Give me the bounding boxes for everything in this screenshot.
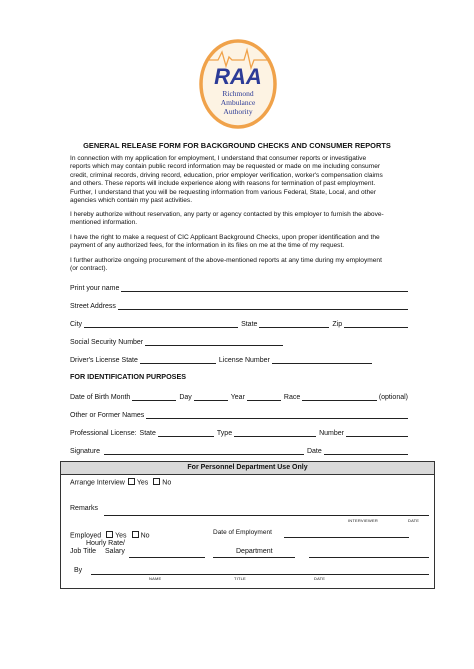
date-of-employment-field[interactable] bbox=[284, 537, 409, 538]
dob-year-field[interactable] bbox=[247, 392, 281, 401]
department-label: Department bbox=[236, 548, 273, 555]
arrange-interview-row bbox=[70, 478, 171, 487]
name-caption: NAME bbox=[149, 576, 162, 581]
paragraph-rights bbox=[70, 234, 415, 251]
drivers-license-row bbox=[70, 354, 408, 364]
employed-row bbox=[70, 531, 150, 540]
city-row bbox=[70, 318, 408, 328]
employed-no-label: No bbox=[140, 532, 150, 540]
text-line: mentioned information. bbox=[70, 219, 138, 227]
ssn-row bbox=[70, 336, 408, 346]
pl-type-field[interactable] bbox=[234, 428, 316, 437]
logo-line3: Authority bbox=[223, 107, 253, 116]
print-name-row bbox=[70, 282, 408, 292]
pl-type-label: Type bbox=[216, 430, 233, 437]
text-line: Further, I understand that you will be requesting information from various Federal, State, Local, and other bbox=[70, 188, 377, 196]
text-line: payment of any authorized fees, for the information in its files on me at the time of my request. bbox=[70, 242, 345, 250]
employed-no-checkbox[interactable] bbox=[132, 531, 139, 538]
city-field[interactable] bbox=[84, 319, 238, 328]
interview-yes-checkbox[interactable] bbox=[128, 478, 135, 485]
dob-row bbox=[70, 391, 408, 401]
street-label: Street Address bbox=[70, 303, 116, 310]
paragraph-consent bbox=[70, 155, 415, 205]
remarks-label: Remarks bbox=[70, 505, 99, 512]
date-of-employment-label: Date of Employment bbox=[213, 529, 272, 536]
city-label: City bbox=[70, 321, 83, 328]
personnel-heading: For Personnel Department Use Only bbox=[61, 462, 434, 475]
dl-state-label: Driver's License State bbox=[70, 357, 138, 364]
zip-field[interactable] bbox=[344, 319, 408, 328]
ssn-field[interactable] bbox=[145, 337, 283, 346]
text-line: In connection with my application for employment, I understand that consumer reports or investigative bbox=[70, 155, 367, 162]
arrange-interview-label: Arrange Interview bbox=[70, 479, 125, 487]
license-number-field[interactable] bbox=[272, 355, 372, 364]
dob-day-field[interactable] bbox=[194, 392, 228, 401]
logo-line1: Richmond bbox=[222, 89, 254, 98]
zip-label: Zip bbox=[332, 321, 343, 328]
interviewer-caption: INTERVIEWER bbox=[348, 518, 378, 523]
other-names-row bbox=[70, 409, 408, 419]
ssn-label: Social Security Number bbox=[70, 339, 144, 346]
by-label: By bbox=[74, 567, 83, 574]
signature-label: Signature bbox=[70, 448, 100, 455]
remarks-date-caption: DATE bbox=[408, 518, 420, 523]
dob-year-label: Year bbox=[230, 394, 245, 401]
title-caption: TITLE bbox=[234, 576, 246, 581]
other-names-field[interactable] bbox=[146, 410, 408, 419]
hourly-rate-label: Hourly Rate/ bbox=[86, 540, 125, 547]
pl-state-label: State bbox=[139, 430, 156, 437]
logo-graphic bbox=[198, 38, 278, 130]
form-title: GENERAL RELEASE FORM FOR BACKGROUND CHECKS AND CONSUMER REPORTS bbox=[83, 141, 391, 150]
pl-state-field[interactable] bbox=[158, 428, 214, 437]
text-line: I hereby authorize without reservation, any party or agency contacted by this employer to furnish the above- bbox=[70, 211, 384, 218]
text-line: and others. These reports will include experience along with reasons for termination of past employment. bbox=[70, 180, 376, 188]
race-field[interactable] bbox=[302, 392, 377, 401]
dl-state-field[interactable] bbox=[140, 355, 216, 364]
text-line: credit, criminal records, driving record, education, prior employer verification, worker's compensation claims bbox=[70, 171, 383, 179]
employed-label: Employed bbox=[70, 532, 102, 540]
paragraph-ongoing bbox=[70, 257, 415, 274]
state-field[interactable] bbox=[259, 319, 329, 328]
signature-date-field[interactable] bbox=[324, 446, 408, 455]
remarks-field[interactable] bbox=[104, 515, 429, 516]
professional-license-label: Professional License: bbox=[70, 430, 137, 437]
text-line: I have the right to make a request of CIC Applicant Background Checks, upon proper identification and the bbox=[70, 234, 380, 241]
identification-heading: FOR IDENTIFICATION PURPOSES bbox=[70, 372, 187, 381]
signature-field[interactable] bbox=[104, 446, 304, 455]
race-optional-label: (optional) bbox=[378, 394, 408, 401]
logo-mark: RAA bbox=[214, 64, 262, 89]
employed-yes-label: Yes bbox=[115, 532, 127, 540]
state-label: State bbox=[241, 321, 258, 328]
pl-number-field[interactable] bbox=[346, 428, 408, 437]
text-line: (or contract). bbox=[70, 265, 108, 273]
job-title-label: Job Title bbox=[70, 548, 97, 555]
race-label: Race bbox=[283, 394, 301, 401]
license-number-label: License Number bbox=[218, 357, 270, 364]
personnel-box bbox=[60, 461, 435, 589]
paragraph-authorize bbox=[70, 211, 415, 228]
job-title-field[interactable] bbox=[213, 557, 295, 558]
salary-label: Salary bbox=[105, 548, 125, 555]
professional-license-row bbox=[70, 427, 408, 437]
text-line: I further authorize ongoing procurement of the above-mentioned reports at any time during my employment bbox=[70, 257, 382, 264]
street-row bbox=[70, 300, 408, 310]
signature-row bbox=[70, 445, 408, 455]
dob-month-label: Date of Birth Month bbox=[70, 394, 131, 401]
interview-no-label: No bbox=[162, 479, 172, 487]
logo-line2: Ambulance bbox=[220, 98, 256, 107]
salary-field[interactable] bbox=[129, 557, 205, 558]
by-date-caption: DATE bbox=[314, 576, 326, 581]
pl-number-label: Number bbox=[319, 430, 344, 437]
employed-yes-checkbox[interactable] bbox=[106, 531, 113, 538]
print-name-label: Print your name bbox=[70, 285, 120, 292]
dob-day-label: Day bbox=[179, 394, 192, 401]
dob-month-field[interactable] bbox=[132, 392, 176, 401]
interview-no-checkbox[interactable] bbox=[153, 478, 160, 485]
interview-yes-label: Yes bbox=[136, 479, 149, 487]
signature-date-label: Date bbox=[306, 448, 322, 455]
other-names-label: Other or Former Names bbox=[70, 412, 145, 419]
by-field[interactable] bbox=[91, 574, 429, 575]
department-field[interactable] bbox=[309, 557, 429, 558]
text-line: agencies which contain my past activities. bbox=[70, 197, 193, 205]
text-line: reports which may contain public record information may be requested or made on me including consumer bbox=[70, 163, 381, 171]
raa-logo bbox=[198, 38, 278, 130]
print-name-field[interactable] bbox=[121, 283, 408, 292]
street-field[interactable] bbox=[118, 301, 408, 310]
